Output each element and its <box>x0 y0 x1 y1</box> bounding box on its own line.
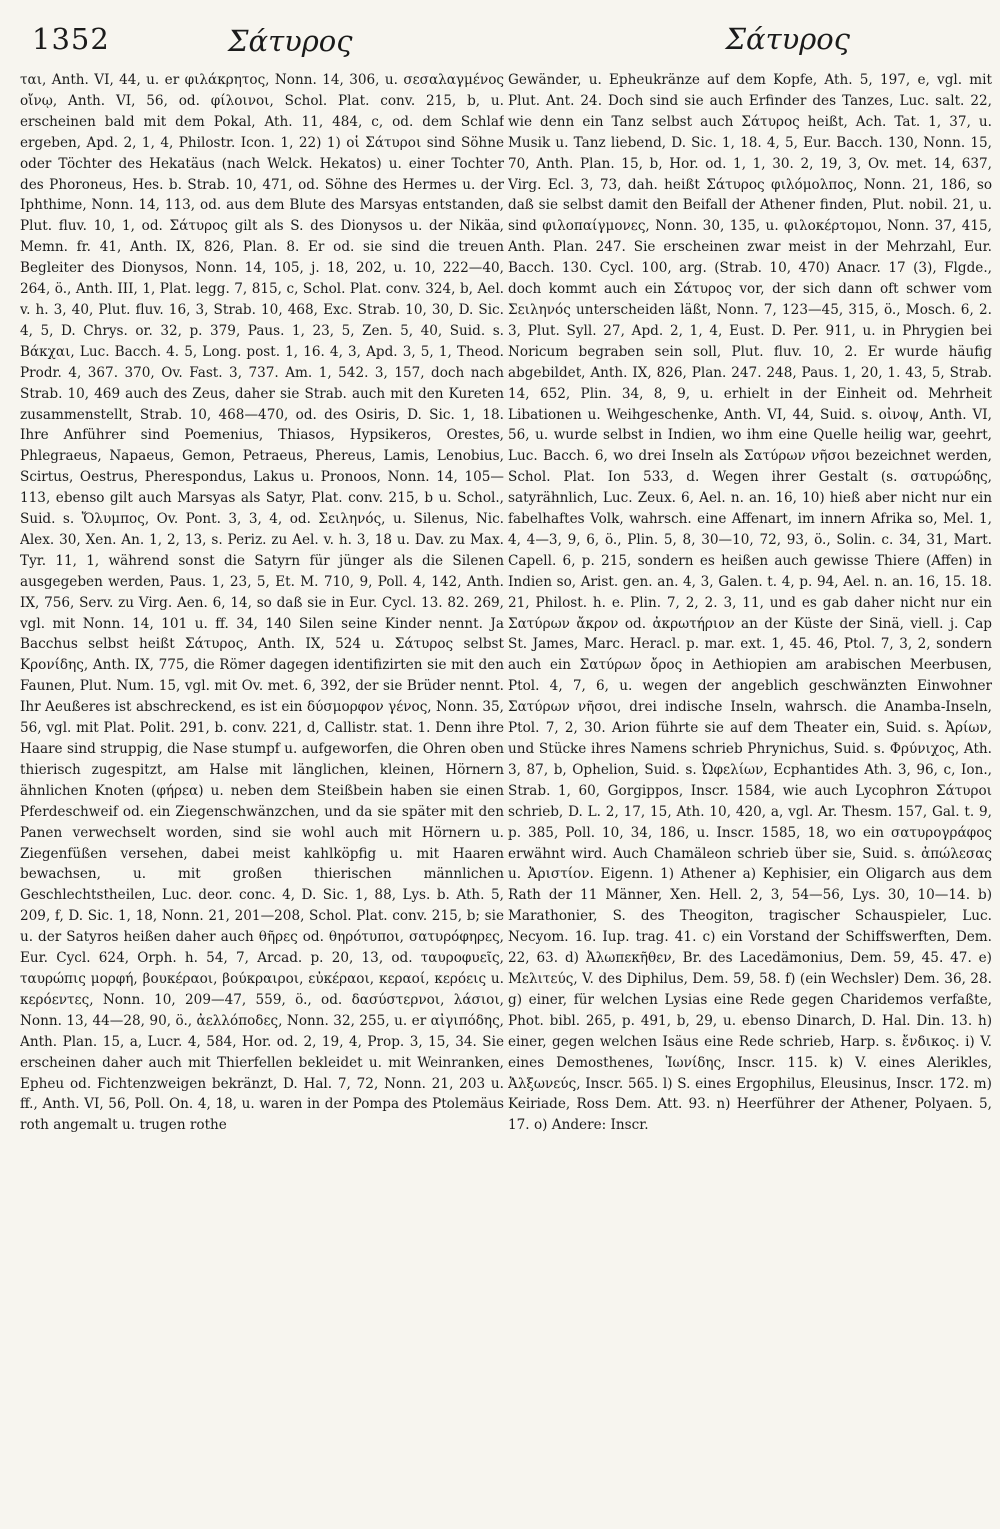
left-column-text: ται, Anth. VI, 44, u. er φιλάκρητος, Nonn. 14, 306, u. σεσαλαγμένος οἴνῳ, Anth. VI, 56, od. φίλοινοι, Schol. Plat. conv. 215, b, u. erscheinen bald mit dem Pokal, Ath. 11, 484, c, od. dem Schlaf ergeben, Apd. 2, 1, 4, Philostr. Icon. 1, 22) 1) οἱ Σάτυροι sind Söhne oder Töchter des Hekatäus (nach Welck. Hekatos) u. einer Tochter des Phoroneus, Hes. b. Strab. 10, 471, od. Söhne des Hermes u. der Iphthime, Nonn. 14, 113, od. aus dem Blute des Marsyas entstanden, Plut. fluv. 10, 1, od. Σάτυρος gilt als S. des Dionysos u. der Nikäa, Memn. fr. 41, Anth. IX, 826, Plan. 8. Er od. sie sind die treuen Begleiter des Dionysos, Nonn. 14, 105, j. 18, 202, u. 10, 222—40, 264, ö., Anth. III, 1, Plat. legg. 7, 815, c, Schol. Plat. conv. 324, b, Ael. v. h. 3, 40, Plut. fluv. 16, 3, Strab. 10, 468, Exc. Strab. 10, 30, D. Sic. 4, 5, D. Chrys. or. 32, p. 379, Paus. 1, 23, 5, Zen. 5, 40, Suid. s. Βάκχαι, Luc. Bacch. 4. 5, Long. post. 1, 16. 4, 3, Apd. 3, 5, 1, Theod. Prodr. 4, 367. 370, Ov. Fast. 3, 737. Am. 1, 542. 3, 157, doch nach Strab. 10, 469 auch des Zeus, daher sie Strab. auch mit den Kureten zusammenstellt, Strab. 10, 468—470, od. des Osiris, D. Sic. 1, 18. Ihre Anführer sind Poemenius, Thiasos, Hypsikeros, Orestes, Phlegraeus, Napaeus, Gemon, Petraeus, Phereus, Lamis, Lenobius, Scirtus, Oestrus, Pherespondus, Lakus u. Pronoos, Nonn. 14, 105—113, ebenso gilt auch Marsyas als Satyr, Plat. conv. 215, b u. Schol., Suid. s. Ὄλυμπος, Ov. Pont. 3, 3, 4, od. Σειληνός, u. Silenus, Nic. Alex. 30, Xen. An. 1, 2, 13, s. Periz. zu Ael. v. h. 3, 18 u. Dav. zu Max. Tyr. 11, 1, während sonst die Satyrn für jünger als die Silenen ausgegeben werden, Paus. 1, 23, 5, Et. M. 710, 9, Poll. 4, 142, Anth. IX, 756, Serv. zu Virg. Aen. 6, 14, so daß sie in Eur. Cycl. 13. 82. 269, vgl. mit Nonn. 14, 101 u. ff. 34, 140 Silen seine Kinder nennt. Ja Bacchus selbst heißt Σάτυρος, Anth. IX, 524 u. Σάτυρος selbst Κρονίδης, Anth. IX, 775, die Römer dagegen identifizirten sie mit den Faunen, Plut. Num. 15, vgl. mit Ov. met. 6, 392, der sie Brüder nennt. Ihr Aeußeres ist abschreckend, es ist ein δύσμορφον γένος, Nonn. 35, 56, vgl. mit Plat. Polit. 291, b. conv. 221, d, Callistr. stat. 1. Denn ihre Haare sind struppig, die Nase stumpf u. aufgeworfen, die Ohren oben thierisch zugespitzt, am Halse mit länglichen, kleinen, Hörnern ähnlichen Knoten (φήρεα) u. neben dem Steißbein haben sie einen Pferdeschweif od. ein Ziegenschwänzchen, und da sie später mit den Panen verwechselt worden, sind sie wohl auch mit Hörnern u. Ziegenfüßen versehen, dabei meist kahlköpfig u. mit Haaren bewachsen, u. mit großen thierischen männlichen Geschlechtstheilen, Luc. deor. conc. 4, D. Sic. 1, 88, Lys. b. Ath. 5, 209, f, D. Sic. 1, 18, Nonn. 21, 201—208, Schol. Plat. conv. 215, b; sie u. der Satyros heißen daher auch θῆρες od. θηρότυποι, σατυρόφηρες, Eur. Cycl. 624, Orph. h. 54, 7, Arcad. p. 20, 13, od. ταυροφυεῖς, ταυρώπις μορφή, βουκέραοι, βούκραιροι, εὐκέραοι, κεραοί, κερόεις u. κερόεντες, Nonn. 10, 209—47, 559, ö., od. δασύστερνοι, λάσιοι, Nonn. 13, 44—28, 90, ö., ἀελλόποδες, Nonn. 32, 255, u. er αἰγιπόδης, Anth. Plan. 15, a, Lucr. 4, 584, Hor. od. 2, 19, 4, Prop. 3, 15, 34. Sie erscheinen daher auch mit Thierfellen bekleidet u. mit Weinranken, Epheu od. Fichtenzweigen bekränzt, D. Hal. 7, 72, Nonn. 21, 203 u. ff., Anth. VI, 56, Poll. On. 4, 18, u. waren in der Pompa des Ptolemäus roth angemalt u. trugen rothe <box>20 72 504 1134</box>
right-column <box>508 70 992 1520</box>
page-number: 1352 <box>32 22 110 56</box>
right-column-text: Gewänder, u. Epheukränze auf dem Kopfe, Ath. 5, 197, e, vgl. mit Plut. Ant. 24. Doch sind sie auch Erfinder des Tanzes, Luc. salt. 22, wie denn ein Tanz selbst auch Σάτυρος heißt, Ach. Tat. 1, 37, u. Musik u. Tanz liebend, D. Sic. 1, 18. 4, 5, Eur. Bacch. 130, Nonn. 15, 70, Anth. Plan. 15, b, Hor. od. 1, 1, 30. 2, 19, 3, Ov. met. 14, 637, Virg. Ecl. 3, 73, dah. heißt Σάτυρος φιλόμολπος, Nonn. 21, 186, so daß sie selbst damit den Beifall der Athener finden, Plut. nobil. 21, u. sind φιλοπαίγμονες, Nonn. 30, 135, u. φιλοκέρτομοι, Nonn. 37, 415, Anth. Plan. 247. Sie erscheinen zwar meist in der Mehrzahl, Eur. Bacch. 130. Cycl. 100, arg. (Strab. 10, 470) Anacr. 17 (3), Flgde., doch kommt auch ein Σάτυρος vor, der sich dann oft schwer vom Σειληνός unterscheiden läßt, Nonn. 7, 123—45, 315, ö., Mosch. 6, 2. 3, Plut. Syll. 27, Apd. 2, 1, 4, Eust. D. Per. 911, u. in Phrygien bei Noricum begraben sein soll, Plut. fluv. 10, 2. Er wurde häufig abgebildet, Anth. IX, 826, Plan. 247. 248, Paus. 1, 20, 1. 43, 5, Strab. 14, 652, Plin. 34, 8, 9, u. erhielt in der Einheit od. Mehrheit Libationen u. Weihgeschenke, Anth. VI, 44, Suid. s. οἰνοψ, Anth. VI, 56, u. wurde selbst in Indien, wo ihm eine Quelle heilig war, geehrt, Luc. Bacch. 6, wo drei Inseln als Σατύρων νῆσοι bezeichnet werden, Schol. Plat. Ion 533, d. Wegen ihrer Gestalt (s. σατυρώδης, satyrähnlich, Luc. Zeux. 6, Ael. n. an. 16, 10) hieß aber nicht nur ein fabelhaftes Volk, wahrsch. eine Affenart, im innern Afrika so, Mel. 1, 4, 4—3, 9, 6, ö., Plin. 5, 8, 30—10, 72, 93, ö., Solin. c. 34, 31, Mart. Capell. 6, p. 215, sondern es heißen auch gewisse Thiere (Affen) in Indien so, Arist. gen. an. 4, 3, Galen. t. 4, p. 94, Ael. n. an. 16, 15. 18. 21, Philost. h. e. Plin. 7, 2, 2. 3, 11, und es gab daher nicht nur ein Σατύρων ἄκρον od. ἀκρωτήριον an der Küste der Sinä, viell. j. Cap St. James, Marc. Heracl. p. mar. ext. 1, 45. 46, Ptol. 7, 3, 2, sondern auch ein Σατύρων ὄρος in Aethiopien am arabischen Meerbusen, Ptol. 4, 7, 6, u. wegen der angeblich geschwänzten Einwohner Σατύρων νῆσοι, drei indische Inseln, wahrsch. die Anamba-Inseln, Ptol. 7, 2, 30. Arion führte sie auf dem Theater ein, Suid. s. Ἀρίων, und Stücke ihres Namens schrieb Phrynichus, Suid. s. Φρύνιχος, Ath. 3, 87, b, Ophelion, Suid. s. Ὠφελίων, Ecphantides Ath. 3, 96, c, Ion., Strab. 1, 60, Gorgippos, Inscr. 1584, wie auch Lycophron Σάτυροι schrieb, D. L. 2, 17, 15, Ath. 10, 420, a, vgl. Ar. Thesm. 157, Gal. t. 9, p. 385, Poll. 10, 34, 186, u. Inscr. 1585, 18, wo ein σατυρογράφος erwähnt wird. Auch Chamäleon schrieb über sie, Suid. s. ἀπώλεσας u. Ἀριστίον. Eigenn. 1) Athener a) Kephisier, ein Oligarch aus dem Rath der 11 Männer, Xen. Hell. 2, 3, 54—56, Lys. 30, 10—14. b) Marathonier, S. des Theogiton, tragischer Schauspieler, Luc. Necyom. 16. Iup. trag. 41. c) ein Vorstand der Schiffswerften, Dem. 22, 63. d) Ἀλωπεκῆθεν, Br. des Lacedämonius, Dem. 59, 45. 47. e) Μελιτεύς, V. des Diphilus, Dem. 59, 58. f) (ein Wechsler) Dem. 36, 28. g) einer, für welchen Lysias eine Rede gegen Charidemos verfaßte, Phot. bibl. 265, p. 491, b, 29, u. ebenso Dinarch, D. Hal. Din. 13. h) einer, gegen welchen Isäus eine Rede schrieb, Harp. s. ἔνδικος. i) V. eines Demosthenes, Ἰωνίδης, Inscr. 115. k) V. eines Alerikles, Ἀλξωνεύς, Inscr. 565. l) S. eines Ergophilus, Eleusinus, Inscr. 172. m) Keiriade, Ross Dem. Att. 93. n) Heerführer der Athener, Polyaen. 5, 17. o) Andere: Inscr. <box>508 72 992 1134</box>
page-header <box>28 10 972 58</box>
running-headword-left: Σάτυρος <box>228 24 353 58</box>
running-headword-right: Σάτυρος <box>725 22 850 56</box>
left-column <box>20 70 504 1520</box>
